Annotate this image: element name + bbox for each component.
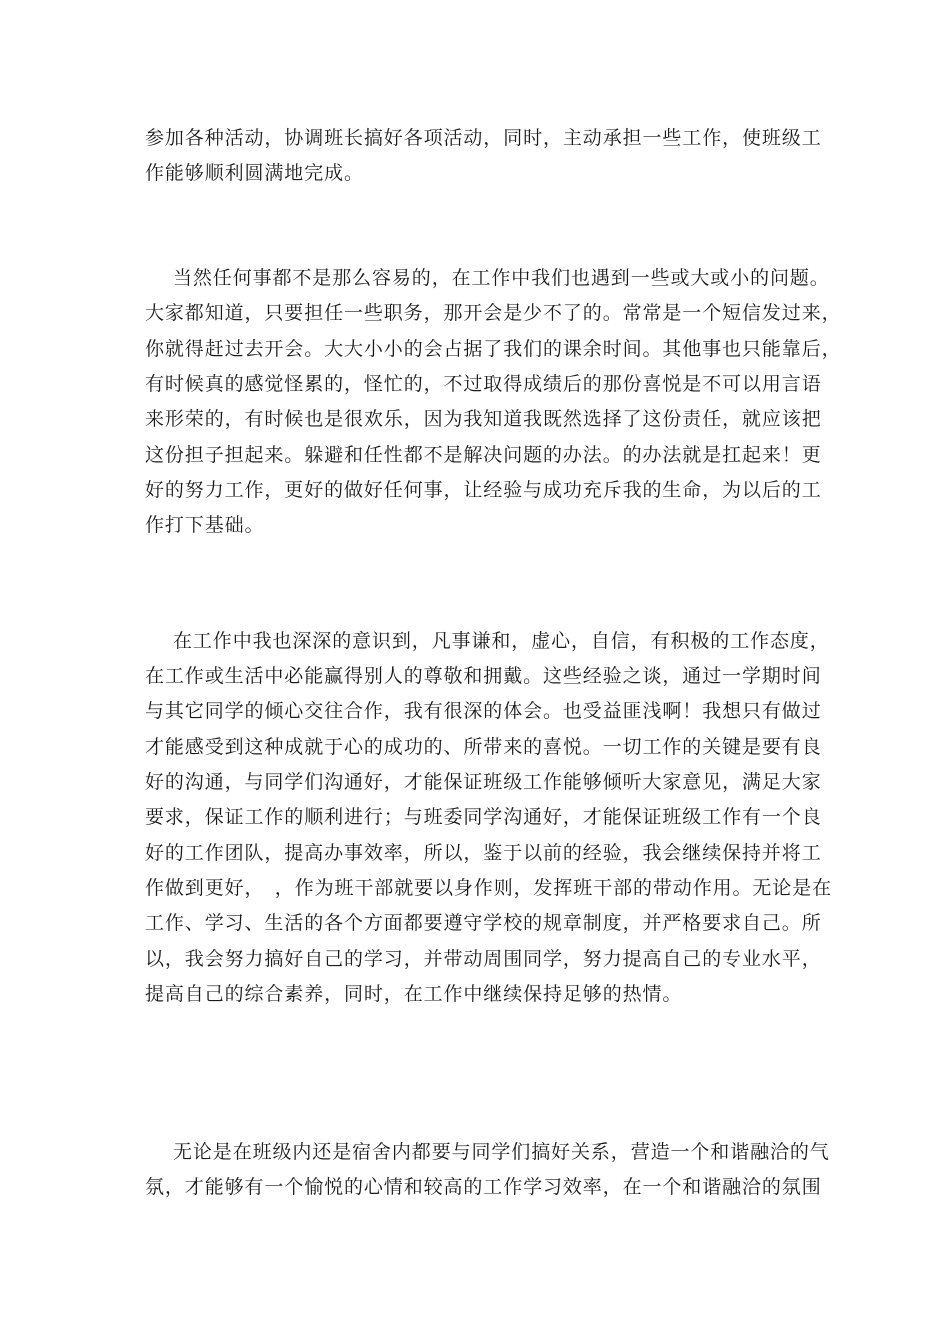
paragraph-3-line-2: 在工作或生活中必能赢得别人的尊敬和拥戴。这些经验之谈，通过一学期时间 (145, 665, 822, 687)
paragraph-2-line-1: 当然任何事都不是那么容易的，在工作中我们也遇到一些或大或小的问题。 (173, 267, 830, 289)
paragraph-1-line-2: 作能够顺利圆满地完成。 (145, 162, 364, 184)
paragraph-4-line-2: 氛，才能够有一个愉悦的心情和较高的工作学习效率，在一个和谐融洽的氛围 (145, 1176, 822, 1198)
paragraph-2-line-6: 这份担子担起来。躲避和任性都不是解决问题的办法。的办法就是扛起来！更 (145, 444, 822, 466)
paragraph-3-line-7: 好的工作团队，提高办事效率，所以，鉴于以前的经验，我会继续保持并将工 (145, 842, 822, 864)
paragraph-3-line-4: 才能感受到这种成就于心的成功的、所带来的喜悦。一切工作的关键是要有良 (145, 736, 822, 758)
paragraph-3-line-5: 好的沟通，与同学们沟通好，才能保证班级工作能够倾听大家意见，满足大家 (145, 771, 822, 793)
paragraph-2-line-7: 好的努力工作，更好的做好任何事，让经验与成功充斥我的生命，为以后的工 (145, 479, 822, 501)
paragraph-2-line-4: 有时候真的感觉怪累的，怪忙的，不过取得成绩后的那份喜悦是不可以用言语 (145, 373, 822, 395)
paragraph-2-line-3: 你就得赶过去开会。大大小小的会占据了我们的课余时间。其他事也只能靠后， (145, 338, 842, 360)
paragraph-2-line-2: 大家都知道，只要担任一些职务，那开会是少不了的。常常是一个短信发过来， (145, 302, 842, 324)
paragraph-4-line-1: 无论是在班级内还是宿舍内都要与同学们搞好关系，营造一个和谐融洽的气 (173, 1141, 830, 1163)
paragraph-3-line-9: 工作、学习、生活的各个方面都要遵守学校的规章制度，并严格要求自己。所 (145, 912, 822, 934)
paragraph-2-line-8: 作打下基础。 (145, 514, 265, 536)
paragraph-3-line-6: 要求，保证工作的顺利进行；与班委同学沟通好，才能保证班级工作有一个良 (145, 806, 822, 828)
paragraph-3-line-1: 在工作中我也深深的意识到，凡事谦和，虚心，自信，有积极的工作态度， (173, 630, 830, 652)
paragraph-3-line-3: 与其它同学的倾心交往合作，我有很深的体会。也受益匪浅啊！我想只有做过 (145, 700, 822, 722)
paragraph-3-line-8: 作做到更好， ，作为班干部就要以身作则，发挥班干部的带动作用。无论是在 (145, 877, 833, 899)
paragraph-2-line-5: 来形荣的，有时候也是很欢乐，因为我知道我既然选择了这份责任，就应该把 (145, 408, 822, 430)
paragraph-3-line-10: 以，我会努力搞好自己的学习，并带动周围同学，努力提高自己的专业水平， (145, 948, 822, 970)
paragraph-1-line-1: 参加各种活动，协调班长搞好各项活动，同时，主动承担一些工作，使班级工 (145, 127, 822, 149)
paragraph-3-line-11: 提高自己的综合素养，同时，在工作中继续保持足够的热情。 (145, 983, 683, 1005)
